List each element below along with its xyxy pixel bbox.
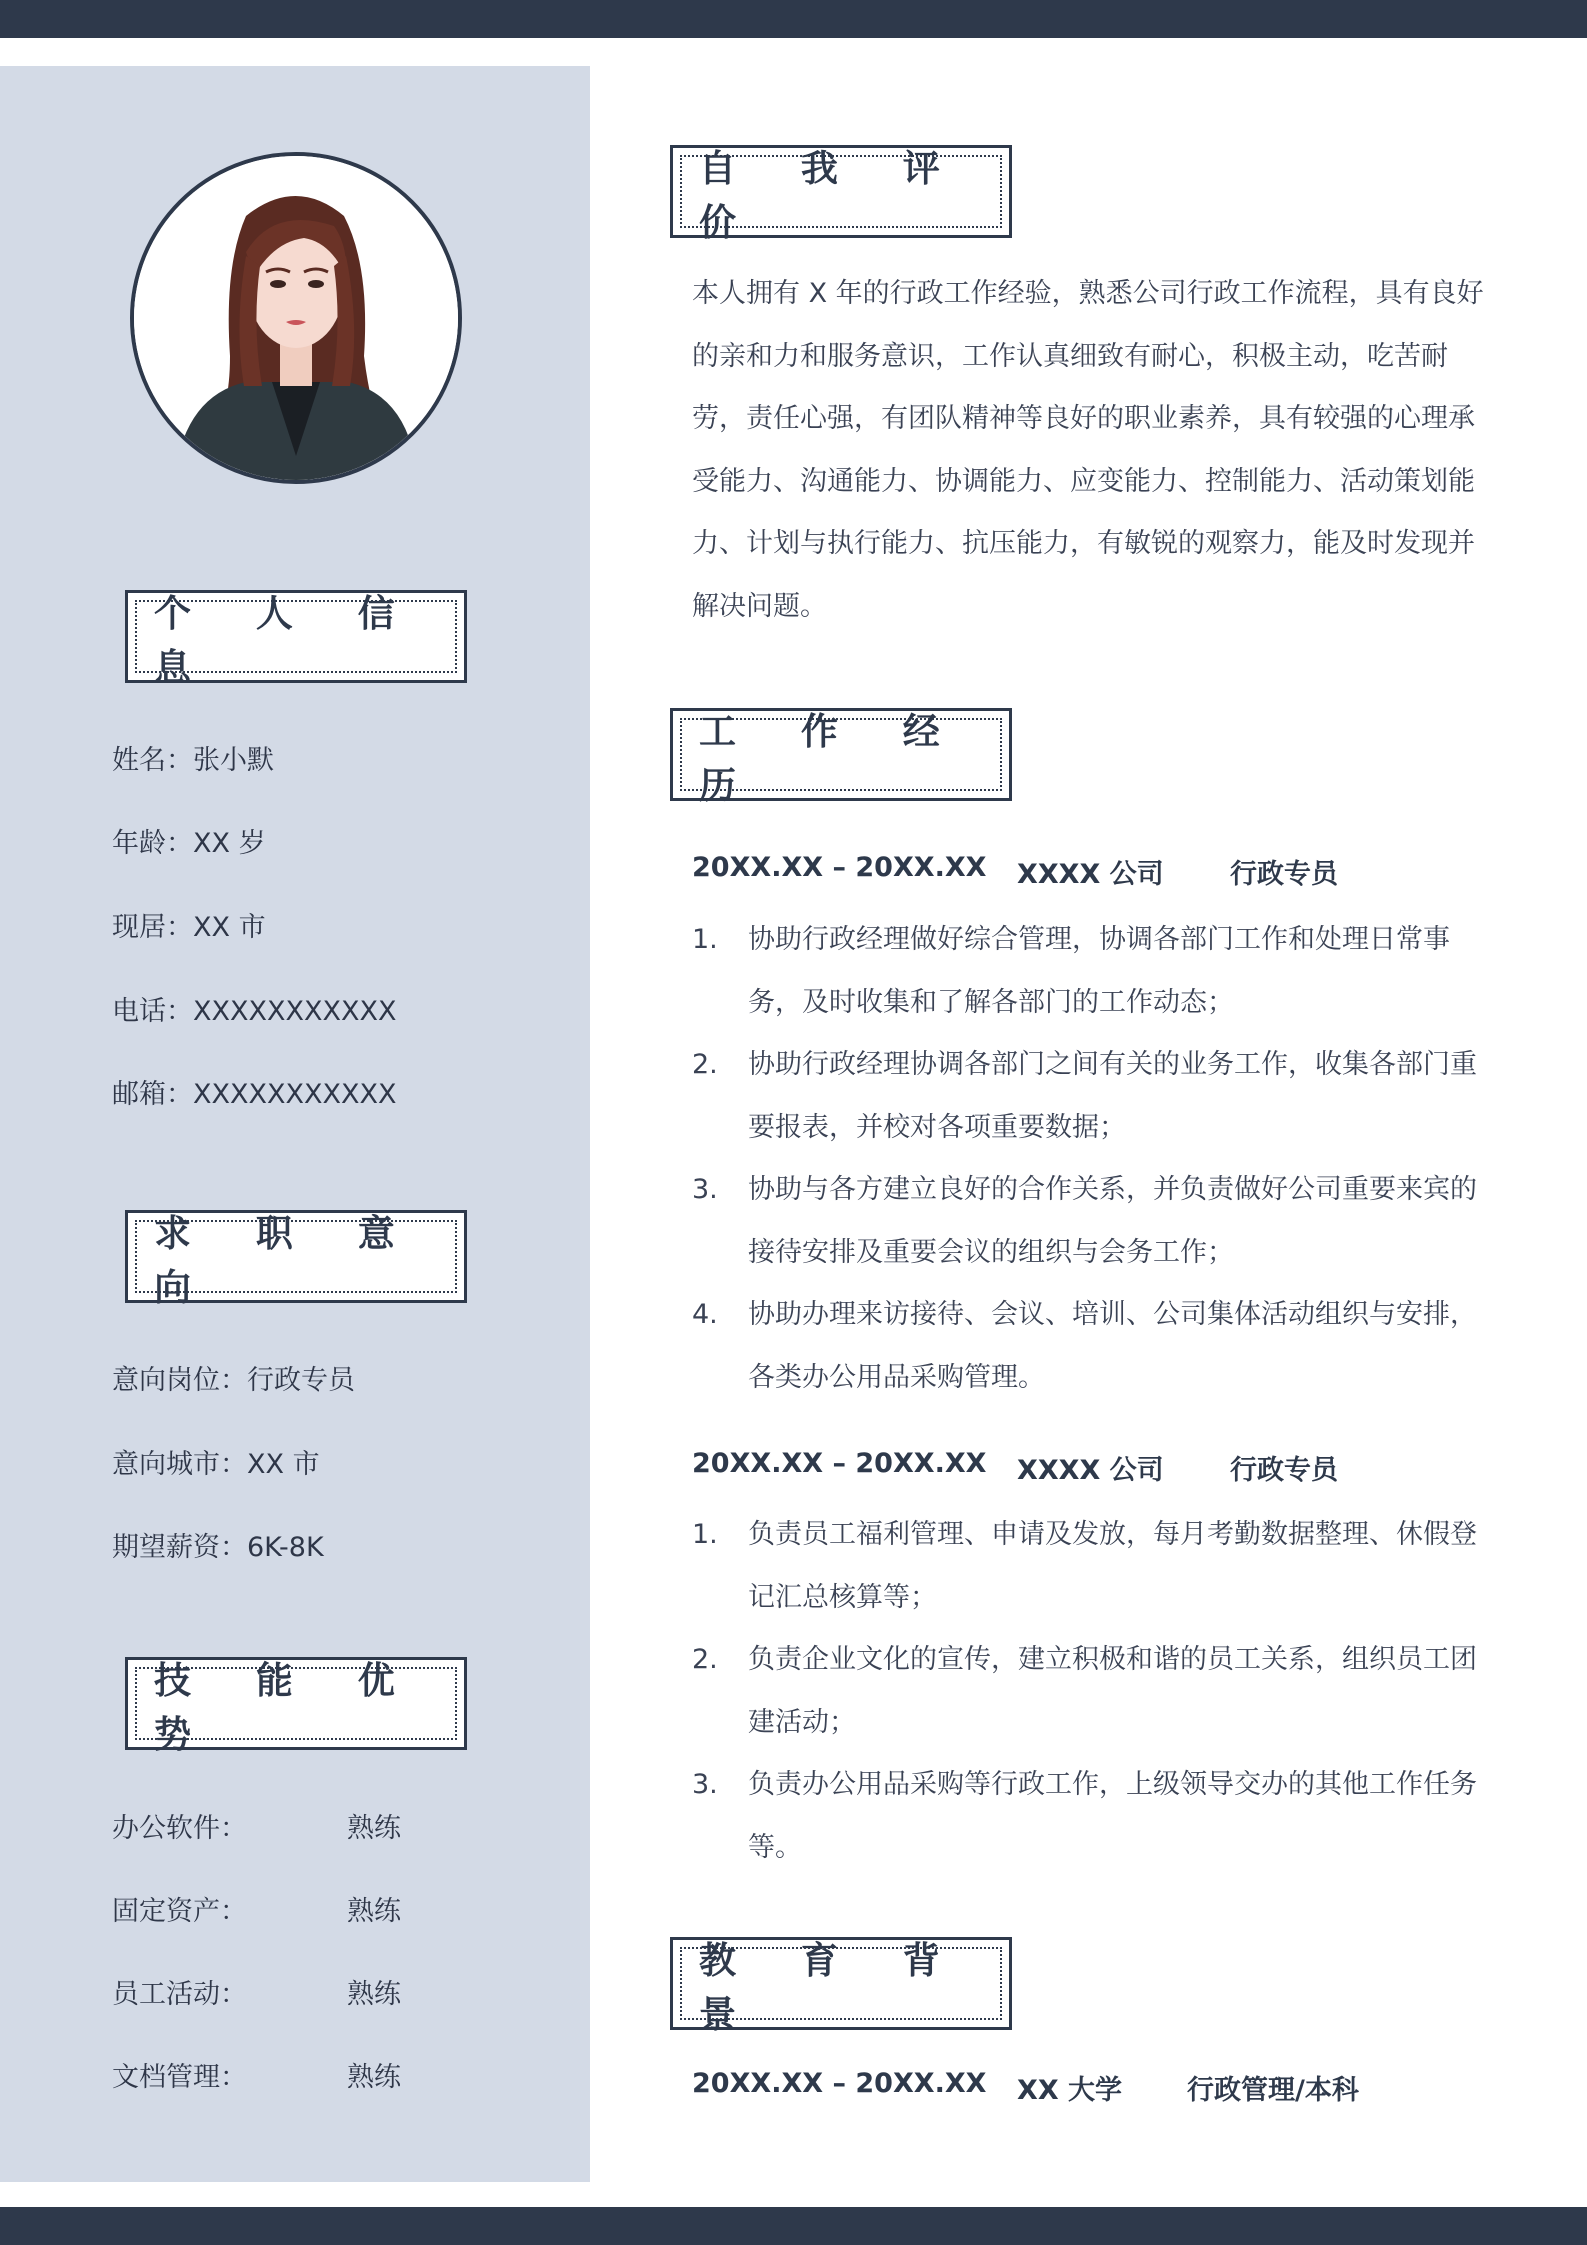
profile-age: 年龄：XX 岁 xyxy=(112,828,266,859)
job-duties xyxy=(692,1504,1492,1879)
job-position: 行政专员 xyxy=(1230,1455,1338,1486)
section-title-education xyxy=(670,1937,1012,2036)
top-bar xyxy=(0,0,1587,38)
skill-value: 熟练 xyxy=(347,1896,401,1927)
section-title-profile xyxy=(125,590,467,689)
section-title-self-eval xyxy=(670,145,1012,244)
intent-title: 求 职 意 向 xyxy=(154,1211,421,1309)
list-number: 2. xyxy=(692,1049,718,1080)
self-eval-title: 自 我 评 价 xyxy=(699,146,966,244)
job-company: XXXX 公司 xyxy=(1017,859,1164,890)
avatar-illustration xyxy=(134,156,458,480)
list-number: 4. xyxy=(692,1299,718,1330)
skill-value: 熟练 xyxy=(347,1813,401,1844)
duty-text: 协助办理来访接待、会议、培训、公司集体活动组织与安排，各类办公用品采购管理。 xyxy=(748,1299,1477,1393)
skill-value: 熟练 xyxy=(347,2062,401,2093)
job-date: 20XX.XX – 20XX.XX xyxy=(692,1448,987,1479)
intent-salary: 期望薪资：6K-8K xyxy=(112,1532,324,1563)
job-date: 20XX.XX – 20XX.XX xyxy=(692,852,987,883)
skill-label: 固定资产： xyxy=(112,1896,247,1927)
education-major: 行政管理/本科 xyxy=(1187,2075,1359,2106)
duty-text: 负责员工福利管理、申请及发放，每月考勤数据整理、休假登记汇总核算等； xyxy=(748,1519,1477,1613)
list-number: 1. xyxy=(692,924,718,955)
section-title-skills xyxy=(125,1657,467,1756)
list-number: 3. xyxy=(692,1769,718,1800)
job-company: XXXX 公司 xyxy=(1017,1455,1164,1486)
section-title-work xyxy=(670,708,1012,807)
list-item xyxy=(692,1159,1492,1284)
list-item xyxy=(692,909,1492,1034)
job-position: 行政专员 xyxy=(1230,859,1338,890)
skill-value: 熟练 xyxy=(347,1979,401,2010)
section-title-intent xyxy=(125,1210,467,1309)
duty-text: 协助行政经理做好综合管理，协调各部门工作和处理日常事务，及时收集和了解各部门的工作动态； xyxy=(748,924,1450,1018)
profile-title: 个 人 信 息 xyxy=(154,591,421,689)
skills-title: 技 能 优 势 xyxy=(154,1658,421,1756)
profile-email: 邮箱：XXXXXXXXXXX xyxy=(112,1079,397,1110)
self-eval-text: 本人拥有 X 年的行政工作经验，熟悉公司行政工作流程，具有良好的亲和力和服务意识，工作认真细致有耐心，积极主动，吃苦耐劳，责任心强，有团队精神等良好的职业素养，具有较强的心理承受能力、沟通能力、协调能力、应变能力、控制能力、活动策划能力、计划与执行能力、抗压能力，有敏锐的观察力，能及时发现并解决问题。 xyxy=(692,278,1484,622)
work-title: 工 作 经 历 xyxy=(699,709,966,807)
profile-city: 现居：XX 市 xyxy=(112,912,266,943)
list-number: 1. xyxy=(692,1519,718,1550)
intent-city: 意向城市：XX 市 xyxy=(112,1449,320,1480)
education-date: 20XX.XX – 20XX.XX xyxy=(692,2068,987,2099)
list-item xyxy=(692,1284,1492,1409)
intent-position: 意向岗位：行政专员 xyxy=(112,1365,355,1396)
education-title: 教 育 背 景 xyxy=(699,1938,966,2036)
duty-text: 负责办公用品采购等行政工作，上级领导交办的其他工作任务等。 xyxy=(748,1769,1477,1863)
list-item xyxy=(692,1754,1492,1879)
duty-text: 协助行政经理协调各部门之间有关的业务工作，收集各部门重要报表，并校对各项重要数据； xyxy=(748,1049,1477,1143)
list-item xyxy=(692,1034,1492,1159)
duty-text: 负责企业文化的宣传，建立积极和谐的员工关系，组织员工团建活动； xyxy=(748,1644,1477,1738)
duty-text: 协助与各方建立良好的合作关系，并负责做好公司重要来宾的接待安排及重要会议的组织与会务工作； xyxy=(748,1174,1477,1268)
skill-label: 文档管理： xyxy=(112,2062,247,2093)
skill-label: 员工活动： xyxy=(112,1979,247,2010)
skill-label: 办公软件： xyxy=(112,1813,247,1844)
list-number: 3. xyxy=(692,1174,718,1205)
profile-phone: 电话：XXXXXXXXXXX xyxy=(112,996,397,1027)
list-item xyxy=(692,1629,1492,1754)
profile-name: 姓名：张小默 xyxy=(112,745,274,776)
list-item xyxy=(692,1504,1492,1629)
bottom-bar xyxy=(0,2207,1587,2245)
list-number: 2. xyxy=(692,1644,718,1675)
education-school: XX 大学 xyxy=(1017,2075,1123,2106)
avatar xyxy=(130,152,462,484)
job-duties xyxy=(692,909,1492,1409)
